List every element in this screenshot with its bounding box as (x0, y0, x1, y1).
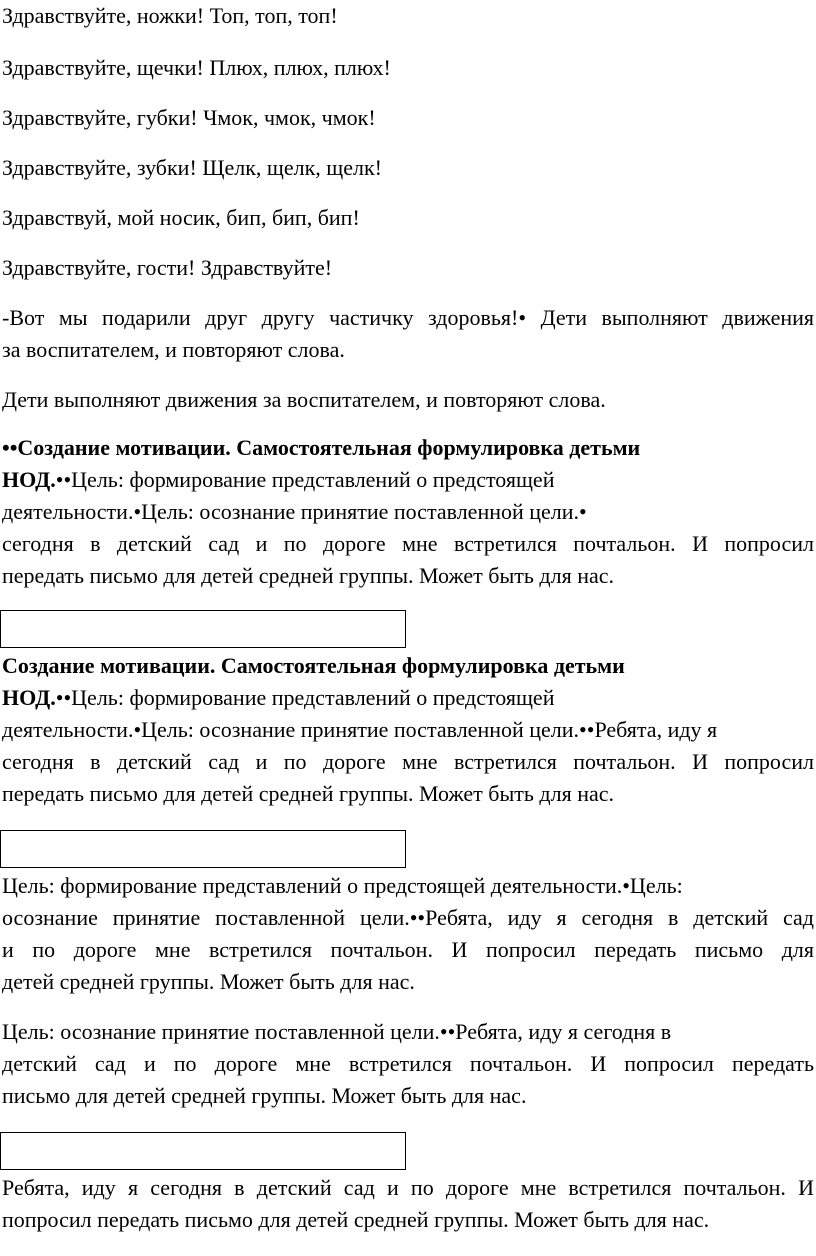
block3-line-4: детей средней группы. Может быть для нас. (2, 969, 415, 994)
block2-goal-text: ••Цель: формирование представлений о предстоящей (55, 685, 555, 710)
block2-line-2 (2, 682, 554, 714)
greeting-line-3: Здравствуйте, губки! Чмок, чмок, чмок! (2, 105, 376, 130)
block2-line-4: сегодня в детский сад и по дороге мне встретился почтальон. И попросил (2, 749, 814, 774)
empty-frame-2 (0, 830, 406, 868)
block1-line-3: деятельности.•Цель: осознание принятие поставленной цели.• (2, 499, 587, 524)
empty-frame-3 (0, 1132, 406, 1170)
block2-heading-line-1: Создание мотивации. Самостоятельная формулировка детьми (2, 653, 625, 678)
block3-line-2: осознание принятие поставленной цели.••Ребята, иду я сегодня в детский сад (2, 905, 814, 930)
block4-line-1: Цель: осознание принятие поставленной цели.••Ребята, иду я сегодня в (2, 1019, 672, 1044)
paragraph-gift-line-1: -Вот мы подарили друг другу частичку здоровья!• Дети выполняют движения (2, 305, 814, 330)
block3-line-1: Цель: формирование представлений о предстоящей деятельности.•Цель: (2, 873, 683, 898)
block1-line-4: сегодня в детский сад и по дороге мне встретился почтальон. И попросил (2, 531, 814, 556)
block3-line-3: и по дороге мне встретился почтальон. И попросил передать письмо для (2, 937, 814, 962)
block4-line-3: письмо для детей средней группы. Может быть для нас. (2, 1083, 527, 1108)
block1-line-5: передать письмо для детей средней группы. Может быть для нас. (2, 563, 614, 588)
greeting-line-2: Здравствуйте, щечки! Плюх, плюх, плюх! (2, 55, 391, 80)
block1-line-2 (2, 464, 554, 496)
greeting-line-1: Здравствуйте, ножки! Топ, топ, топ! (2, 3, 338, 28)
block2-line-5: передать письмо для детей средней группы. Может быть для нас. (2, 781, 614, 806)
paragraph-children-repeat: Дети выполняют движения за воспитателем, и повторяют слова. (2, 387, 606, 412)
block5-line-1: Ребята, иду я сегодня в детский сад и по дороге мне встретился почтальон. И (2, 1175, 814, 1200)
greeting-line-4: Здравствуйте, зубки! Щелк, щелк, щелк! (2, 155, 382, 180)
block1-goal-text: ••Цель: формирование представлений о предстоящей (55, 467, 555, 492)
empty-frame-1 (0, 610, 406, 648)
block1-heading-line-1: ••Создание мотивации. Самостоятельная формулировка детьми (2, 435, 641, 460)
paragraph-gift-line-2: за воспитателем, и повторяют слова. (2, 337, 345, 362)
block2-line-3: деятельности.•Цель: осознание принятие поставленной цели.••Ребята, иду я (2, 717, 718, 742)
greeting-line-6: Здравствуйте, гости! Здравствуйте! (2, 255, 333, 280)
block5-line-2: попросил передать письмо для детей средней группы. Может быть для нас. (2, 1207, 710, 1232)
block4-line-2: детский сад и по дороге мне встретился почтальон. И попросил передать (2, 1051, 814, 1076)
greeting-line-5: Здравствуй, мой носик, бип, бип, бип! (2, 205, 360, 230)
block1-heading-nod: НОД. (2, 467, 56, 492)
block2-heading-nod: НОД. (2, 685, 56, 710)
